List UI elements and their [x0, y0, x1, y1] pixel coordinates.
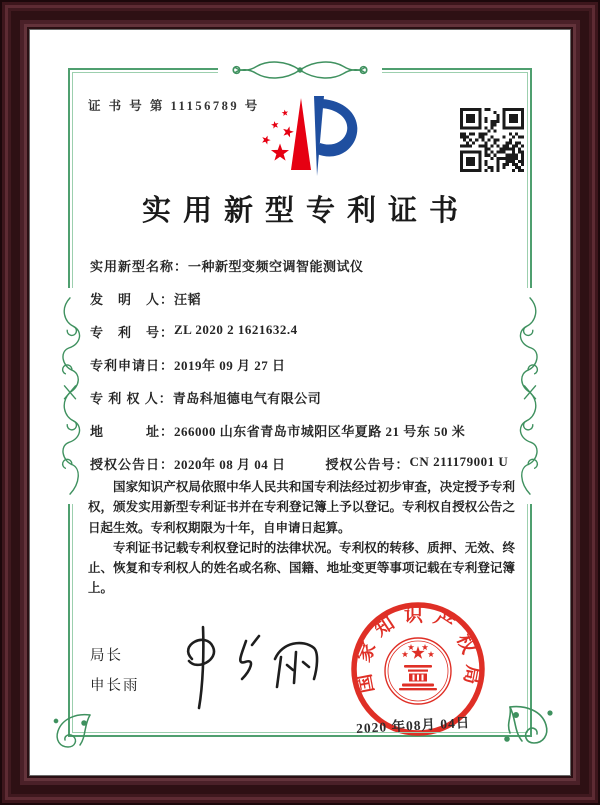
legal-text: [88, 477, 515, 599]
field-label: 专 利 号：: [90, 325, 175, 340]
field-value: 一种新型变频空调智能测试仪: [188, 259, 364, 274]
field-value: 2019年 09 月 27 日: [174, 358, 286, 373]
field-value: 汪韬: [174, 292, 202, 307]
officer-position: 局长: [90, 648, 123, 664]
national-emblem-icon: [385, 638, 451, 704]
legal-paragraph-2: 专利证书记载专利权登记时的法律状况。专利权的转移、质押、无效、终止、恢复和专利权人的姓名或名称、国籍、地址变更等事项记载在专利登记簿上。: [88, 540, 515, 596]
field-list: [90, 256, 516, 487]
field-value: ZL 2020 2 1621632.4: [174, 322, 298, 337]
certificate-title: 实用新型专利证书: [141, 195, 470, 227]
field-row-name: [90, 256, 516, 289]
field-value: 青岛科旭德电气有限公司: [172, 391, 322, 406]
field-label: 地 址：: [90, 424, 175, 439]
seal-text: 国家知识产权局: [352, 605, 484, 695]
officer-name: 申长雨: [90, 678, 140, 694]
officer-block: [90, 644, 140, 704]
certificate-number: 证 书 号 第 11156789 号: [88, 99, 260, 113]
field-row-filing-date: [90, 355, 516, 388]
qr-code: [460, 108, 524, 172]
field-value: CN 211179001 U: [409, 454, 509, 469]
flourish-corner-left-icon: [48, 709, 94, 753]
field-row-inventor: [90, 289, 516, 322]
field-value: 2020年 08 月 04 日: [174, 457, 286, 472]
field-label: 发 明 人：: [90, 292, 175, 307]
field-value: 266000 山东省青岛市城阳区华夏路 21 号东 50 米: [174, 424, 466, 439]
field-row-address: [90, 421, 516, 454]
signature: [162, 615, 337, 715]
cnipa-logo: [242, 92, 360, 180]
flourish-left-icon: [56, 288, 84, 504]
field-row-patent-number: [90, 322, 516, 355]
seal-date: 2020 年08月 04日: [355, 715, 471, 736]
flourish-right-icon: [516, 288, 544, 504]
certificate-sheet: [68, 68, 532, 737]
field-label: 专 利 权 人：: [90, 391, 173, 406]
flourish-corner-right-icon: [504, 699, 556, 749]
legal-paragraph-1: 国家知识产权局依照中华人民共和国专利法经过初步审查，决定授予专利权，颁发实用新型专利证书并在专利登记簿上予以登记。专利权自授权公告之日起生效。专利权期限为十年，自申请日起算。: [88, 480, 515, 535]
field-label: 授权公告日：: [90, 457, 175, 472]
field-label: 授权公告号：: [325, 457, 410, 472]
field-label: 实用新型名称：: [90, 259, 189, 274]
field-row-patentee: [90, 388, 516, 421]
flourish-top-icon: [218, 56, 382, 84]
field-label: 专利申请日：: [90, 358, 175, 373]
